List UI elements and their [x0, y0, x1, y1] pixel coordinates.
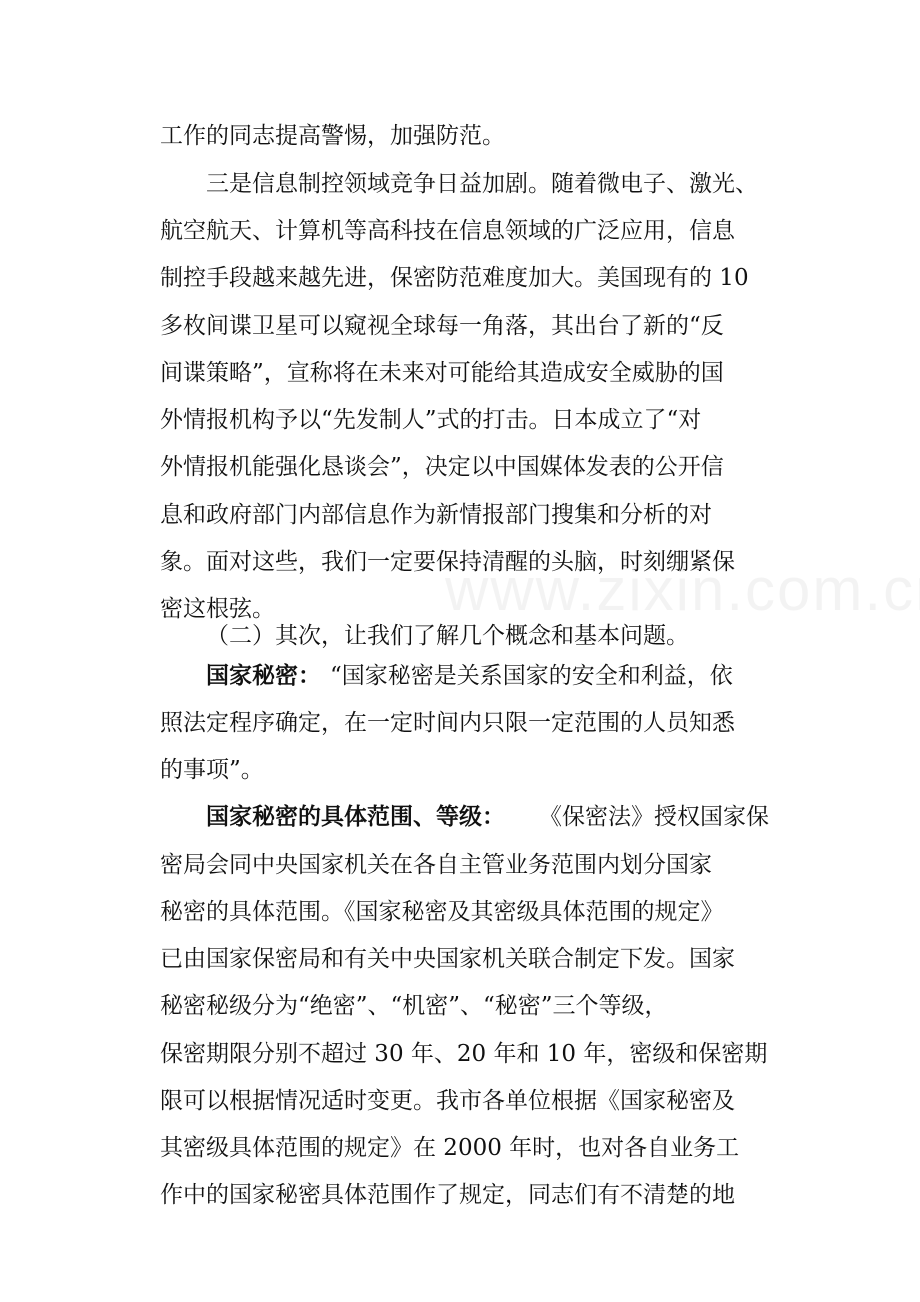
line-text: 制控手段越来越先进，保密防范难度加大。美国现有的 10: [160, 265, 749, 291]
text-line: [0, 892, 920, 932]
line-text: 象。面对这些，我们一定要保持清醒的头脑，时刻绷紧保: [160, 549, 735, 575]
definition-text: “国家秘密是关系国家的安全和利益，依: [330, 663, 733, 689]
text-line: [0, 1175, 920, 1215]
text-line: [0, 845, 920, 885]
line-text: 保密期限分别不超过 30 年、20 年和 10 年，密级和保密期: [160, 1041, 768, 1067]
line-text: 外情报机构予以“先发制人”式的打击。日本成立了“对: [160, 407, 702, 433]
term-heading-state-secret: 国家秘密：: [206, 663, 321, 689]
text-line: [0, 703, 920, 743]
line-text: 工作的同志提高警惕，加强防范。: [160, 123, 505, 149]
text-line: [0, 400, 920, 440]
term-heading-scope-level: 国家秘密的具体范围、等级：: [206, 804, 505, 830]
line-text: 密这根弦。: [160, 596, 275, 622]
line-text: 限可以根据情况适时变更。我市各单位根据《国家秘密及: [160, 1088, 735, 1114]
text-line: [0, 211, 920, 251]
text-line: [0, 797, 920, 837]
line-text: 三是信息制控领域竞争日益加剧。随着微电子、激光、: [206, 171, 758, 197]
text-line: [0, 306, 920, 346]
line-text: 多枚间谍卫星可以窥视全球每一角落，其出台了新的“反: [160, 313, 724, 339]
line-text: 间谍策略”，宣称将在未来对可能给其造成安全威胁的国: [160, 360, 724, 386]
text-line: [0, 750, 920, 790]
text-line: [0, 1034, 920, 1074]
text-line: [0, 656, 920, 696]
line-text: 秘密的具体范围。《国家秘密及其密级具体范围的规定》: [160, 899, 724, 925]
text-line: [0, 986, 920, 1026]
line-text: 其密级具体范围的规定》在 2000 年时，也对各自业务工: [160, 1135, 740, 1161]
text-line: [0, 1081, 920, 1121]
line-text: 秘密秘级分为“绝密”、“机密”、“秘密”三个等级，: [160, 993, 668, 1019]
line-text: 照法定程序确定，在一定时间内只限一定范围的人员知悉: [160, 710, 735, 736]
text-line: [0, 258, 920, 298]
line-text: 密局会同中央国家机关在各自主管业务范围内划分国家: [160, 852, 712, 878]
line-text: 作中的国家秘密具体范围作了规定，同志们有不清楚的地: [160, 1182, 735, 1208]
scope-text: 《保密法》授权国家保: [539, 804, 769, 830]
text-line: [0, 939, 920, 979]
text-line: [0, 353, 920, 393]
text-line: [0, 495, 920, 535]
line-text: 息和政府部门内部信息作为新情报部门搜集和分析的对: [160, 502, 712, 528]
line-text: 已由国家保密局和有关中央国家机关联合制定下发。国家: [160, 946, 735, 972]
section-heading: （二）其次，让我们了解几个概念和基本问题。: [206, 623, 689, 649]
text-line: [0, 1128, 920, 1168]
text-line: [0, 570, 920, 622]
text-line: [0, 447, 920, 487]
line-text: 的事项”。: [160, 757, 264, 783]
text-line: [0, 116, 920, 156]
line-text: 航空航天、计算机等高科技在信息领域的广泛应用，信息: [160, 218, 735, 244]
text-line: [0, 164, 920, 204]
line-text: 外情报机能强化恳谈会”，决定以中国媒体发表的公开信: [160, 454, 724, 480]
section-heading-line: [0, 610, 920, 650]
